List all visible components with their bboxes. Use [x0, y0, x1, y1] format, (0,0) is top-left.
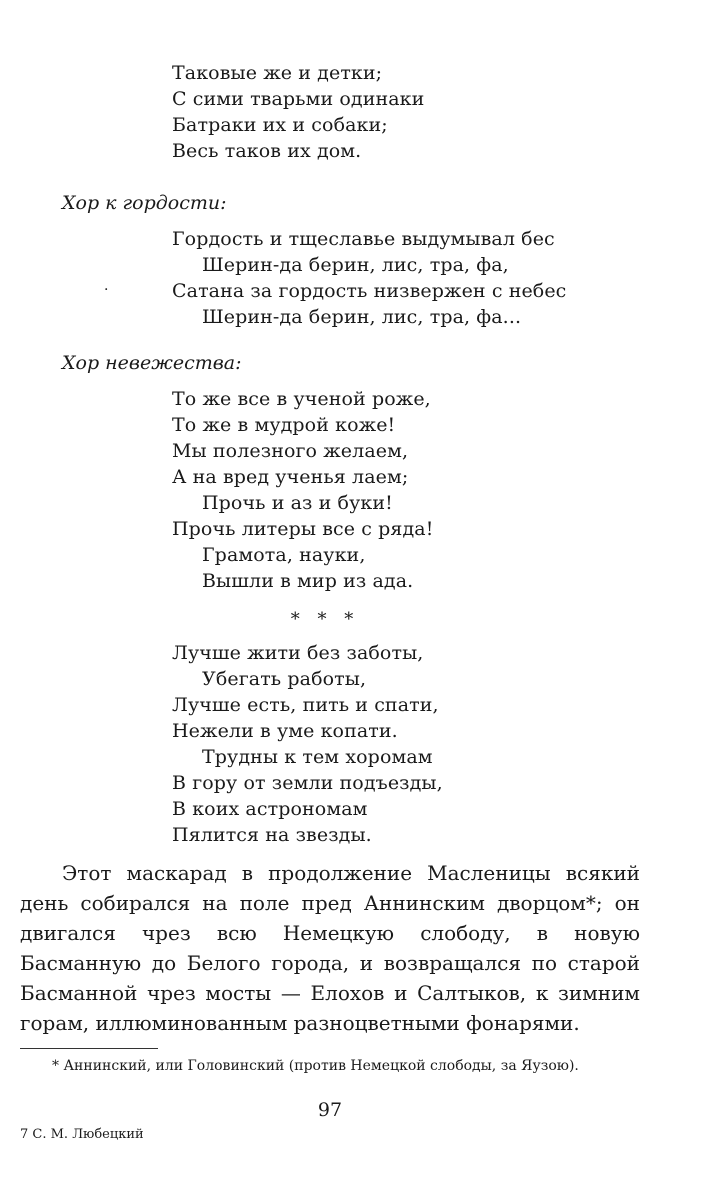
verse-line: Прочь и аз и буки! — [202, 492, 393, 514]
chorus-ignorance-title: Хор невежества: — [62, 352, 242, 374]
chorus-pride-title: Хор к гордости: — [62, 192, 227, 214]
stray-mark: · — [104, 282, 109, 298]
verse-line: То же все в ученой роже, — [172, 388, 431, 410]
verse-line: Таковые же и детки; — [172, 62, 383, 84]
verse-line: Нежели в уме копати. — [172, 720, 398, 742]
chorus-ignorance-verse — [172, 386, 433, 594]
printer-signature: 7 С. М. Любецкий — [20, 1127, 144, 1142]
chorus-pride-verse — [172, 226, 566, 330]
verse-line: А на вред ученья лаем; — [172, 466, 409, 488]
verse-line: Сатана за гордость низвержен с небес — [172, 280, 567, 302]
stanza-2 — [172, 640, 443, 848]
verse-line: Лучше есть, пить и спати, — [172, 694, 439, 716]
verse-line: Трудны к тем хоромам — [202, 746, 433, 768]
verse-line: Пялится на звезды. — [172, 824, 372, 846]
verse-line: Грамота, науки, — [202, 544, 366, 566]
verse-line: Батраки их и собаки; — [172, 114, 388, 136]
verse-line: То же в мудрой коже! — [172, 414, 396, 436]
page-number: 97 — [317, 1099, 343, 1121]
verse-line: Вышли в мир из ада. — [202, 570, 414, 592]
verse-line: Гордость и тщеславье выдумывал бес — [172, 228, 555, 250]
verse-line: Убегать работы, — [202, 668, 367, 690]
footnote: * Аннинский, или Головинский (против Немецкой слободы, за Яузою). — [52, 1058, 579, 1074]
verse-line: Весь таков их дом. — [172, 140, 362, 162]
verse-line: С сими тварьми одинаки — [172, 88, 425, 110]
verse-line: Шерин-да берин, лис, тра, фа... — [202, 306, 522, 328]
verse-line: В гору от земли подъезды, — [172, 772, 443, 794]
stanza-1 — [172, 60, 424, 164]
verse-line: Шерин-да берин, лис, тра, фа, — [202, 254, 509, 276]
verse-line: Мы полезного желаем, — [172, 440, 409, 462]
verse-line: Прочь литеры все с ряда! — [172, 518, 434, 540]
verse-line: В коих астрономам — [172, 798, 368, 820]
section-separator: * * * — [290, 609, 360, 630]
verse-line: Лучше жити без заботы, — [172, 642, 424, 664]
prose-paragraph: Этот маскарад в продолжение Масленицы всякий день собирался на поле пред Аннинским дворцом*; он двигался чрез всю Немецкую слободу, в новую Басманную до Белого города, и возвращался по старой Басманной чрез мосты — Елохов и Салтыков, к зимним горам, иллюминованным разноцветными фонарями. — [20, 861, 640, 1035]
footnote-rule — [20, 1048, 158, 1049]
prose-block — [20, 858, 640, 1038]
